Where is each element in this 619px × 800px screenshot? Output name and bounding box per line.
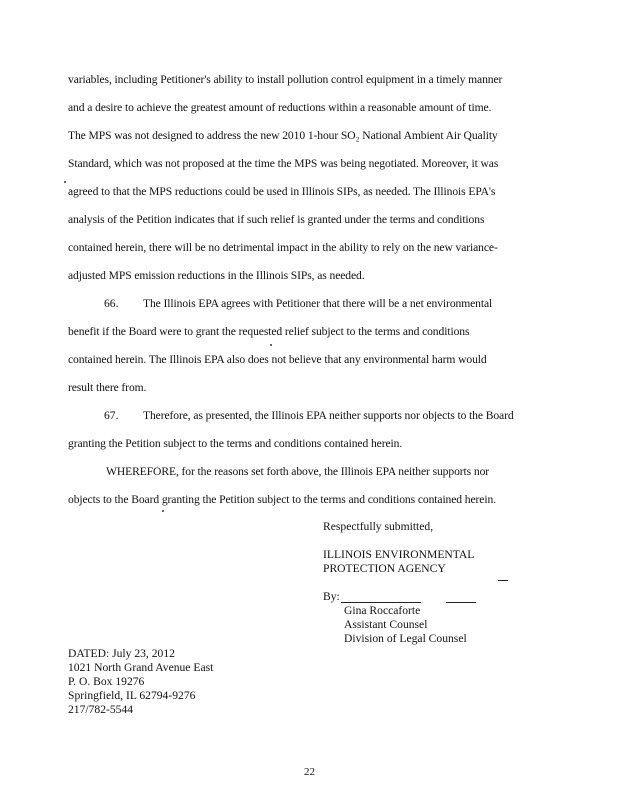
signer-division: Division of Legal Counsel <box>344 632 467 645</box>
body-line: contained herein, there will be no detrimental impact in the ability to rely on the new variance- <box>68 241 498 254</box>
body-line: and a desire to achieve the greatest amount of reductions within a reasonable amount of time. <box>68 101 492 114</box>
dated-line: DATED: July 23, 2012 <box>68 647 175 660</box>
scan-speck <box>64 181 66 183</box>
by-label: By: <box>323 590 340 603</box>
body-line: The MPS was not designed to address the new 2010 1-hour SO₂ National Ambient Air Quality <box>68 129 498 142</box>
agency-name-line1: ILLINOIS ENVIRONMENTAL <box>323 548 475 561</box>
address-line: Springfield, IL 62794-9276 <box>68 689 196 702</box>
signature-mark <box>498 580 508 581</box>
paragraph-66-line: result there from. <box>68 381 147 394</box>
scan-speck <box>270 344 272 346</box>
paragraph-67-line: granting the Petition subject to the terms and conditions contained herein. <box>68 437 403 450</box>
body-line: variables, including Petitioner's ability to install pollution control equipment in a timely manner <box>68 73 503 86</box>
paragraph-number-66: 66. <box>104 297 119 310</box>
page-number: 22 <box>304 766 315 778</box>
paragraph-66-line: contained herein. The Illinois EPA also does not believe that any environmental harm would <box>68 353 487 366</box>
signature-line <box>341 602 421 603</box>
paragraph-66-line: benefit if the Board were to grant the requested relief subject to the terms and conditions <box>68 325 470 338</box>
agency-name-line2: PROTECTION AGENCY <box>323 562 446 575</box>
closing: Respectfully submitted, <box>323 520 434 533</box>
paragraph-number-67: 67. <box>104 409 119 422</box>
signer-name: Gina Roccaforte <box>344 604 421 617</box>
phone-number: 217/782-5544 <box>68 703 134 716</box>
address-line: P. O. Box 19276 <box>68 675 145 688</box>
wherefore-first-line: WHEREFORE, for the reasons set forth above, the Illinois EPA neither supports nor <box>106 465 490 478</box>
scan-speck <box>162 510 164 512</box>
address-line: 1021 North Grand Avenue East <box>68 661 214 674</box>
body-line: Standard, which was not proposed at the time the MPS was being negotiated. Moreover, it was <box>68 157 499 170</box>
body-line: analysis of the Petition indicates that if such relief is granted under the terms and conditions <box>68 213 485 226</box>
body-line: adjusted MPS emission reductions in the Illinois SIPs, as needed. <box>68 269 365 282</box>
paragraph-67-first-line: Therefore, as presented, the Illinois EPA neither supports nor objects to the Board <box>143 409 514 422</box>
wherefore-second-line: objects to the Board granting the Petition subject to the terms and conditions contained herein. <box>68 493 496 506</box>
body-line: agreed to that the MPS reductions could be used in Illinois SIPs, as needed. The Illinois EPA's <box>68 185 496 198</box>
paragraph-66-first-line: The Illinois EPA agrees with Petitioner that there will be a net environmental <box>143 297 493 310</box>
signature-line-end <box>446 602 476 603</box>
signer-title: Assistant Counsel <box>344 618 428 631</box>
